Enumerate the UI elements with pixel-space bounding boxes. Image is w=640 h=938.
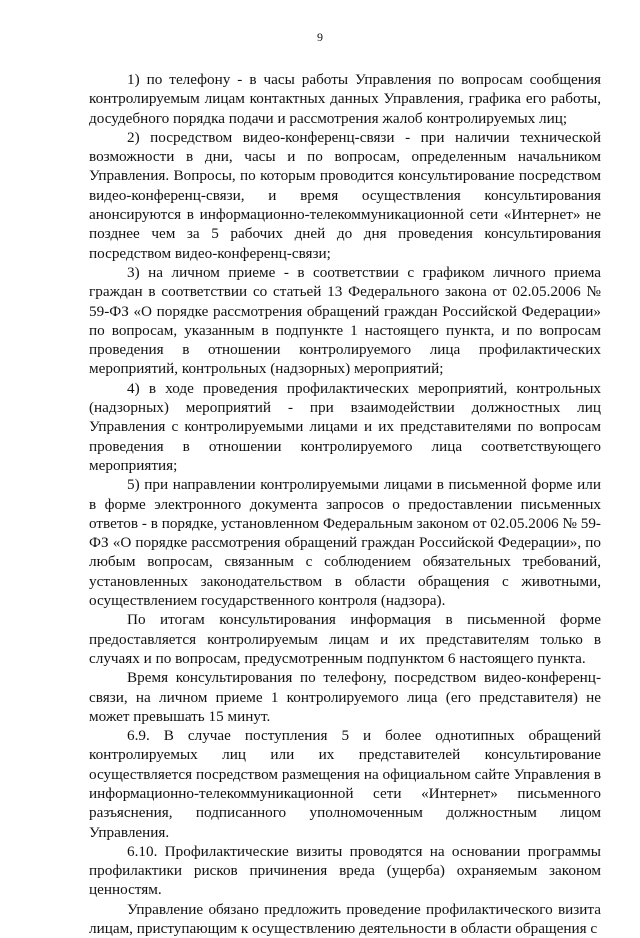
paragraph-6-9: 6.9. В случае поступления 5 и более однотипных обращений контролируемых лиц или их представителей консультирование осуществляется посредством размещения на официальном сайте Управления в информационно-телекоммуникационной сети «Интернет» письменного разъяснения, подписанного уполномоченным должностным лицом Управления. bbox=[89, 727, 601, 841]
paragraph-preventive-visit: Управление обязано предложить проведение профилактического визита лицам, приступающим к осуществлению деятельности в области обращения с bbox=[89, 900, 601, 938]
paragraph-item-1: 1) по телефону - в часы работы Управления по вопросам сообщения контролируемым лицам контактных данных Управления, графика его работы, досудебного порядка подачи и рассмотрения жалоб контролируемых лиц; bbox=[89, 71, 601, 127]
paragraph-item-3: 3) на личном приеме - в соответствии с графиком личного приема граждан в соответствии со статьей 13 Федерального закона от 02.05.2006 № 59-ФЗ «О порядке рассмотрения обращений граждан Российской Федерации» по вопросам, указанным в подпункте 1 настоящего пункта, и по вопросам проведения в отношении контролируемого лица профилактических мероприятий, контрольных (надзорных) мероприятий; bbox=[89, 263, 601, 378]
document-body bbox=[89, 70, 601, 938]
paragraph-item-4: 4) в ходе проведения профилактических мероприятий, контрольных (надзорных) мероприятий - при взаимодействии должностных лиц Управления с контролируемыми лицами и их представителями по вопросам проведения в отношении контролируемого лица соответствующего мероприятия; bbox=[89, 379, 601, 474]
page-number: 9 bbox=[317, 30, 323, 44]
paragraph-6-10: 6.10. Профилактические визиты проводятся на основании программы профилактики рисков причинения вреда (ущерба) охраняемым законом ценностям. bbox=[89, 842, 601, 899]
paragraph-consultation-results: По итогам консультирования информация в письменной форме предоставляется контролируемым лицам и их представителям только в случаях и по вопросам, предусмотренным подпунктом 6 настоящего пункта. bbox=[89, 611, 601, 667]
paragraph-item-2: 2) посредством видео-конференц-связи - при наличии технической возможности в дни, часы и по вопросам, определенным начальником Управления. Вопросы, по которым проводится консультирование посредством видео-конференц-связи, и время осуществления консультирования анонсируются в информационно-телекоммуникационной сети «Интернет» не позднее чем за 5 рабочих дней до дня проведения консультирования посредством видео-конференц-связи; bbox=[89, 128, 601, 262]
paragraph-item-5: 5) при направлении контролируемыми лицами в письменной форме или в форме электронного документа запросов о предоставлении письменных ответов - в порядке, установленном Федеральным законом от 02.05.2006 № 59-ФЗ «О порядке рассмотрения обращений граждан Российской Федерации», по любым вопросам, связанным с соблюдением обязательных требований, установленных законодательством в области обращения с животными, осуществлением государственного контроля (надзора). bbox=[89, 476, 601, 610]
paragraph-consultation-time: Время консультирования по телефону, посредством видео-конференц-связи, на личном приеме 1 контролируемого лица (его представителя) не может превышать 15 минут. bbox=[89, 669, 601, 725]
